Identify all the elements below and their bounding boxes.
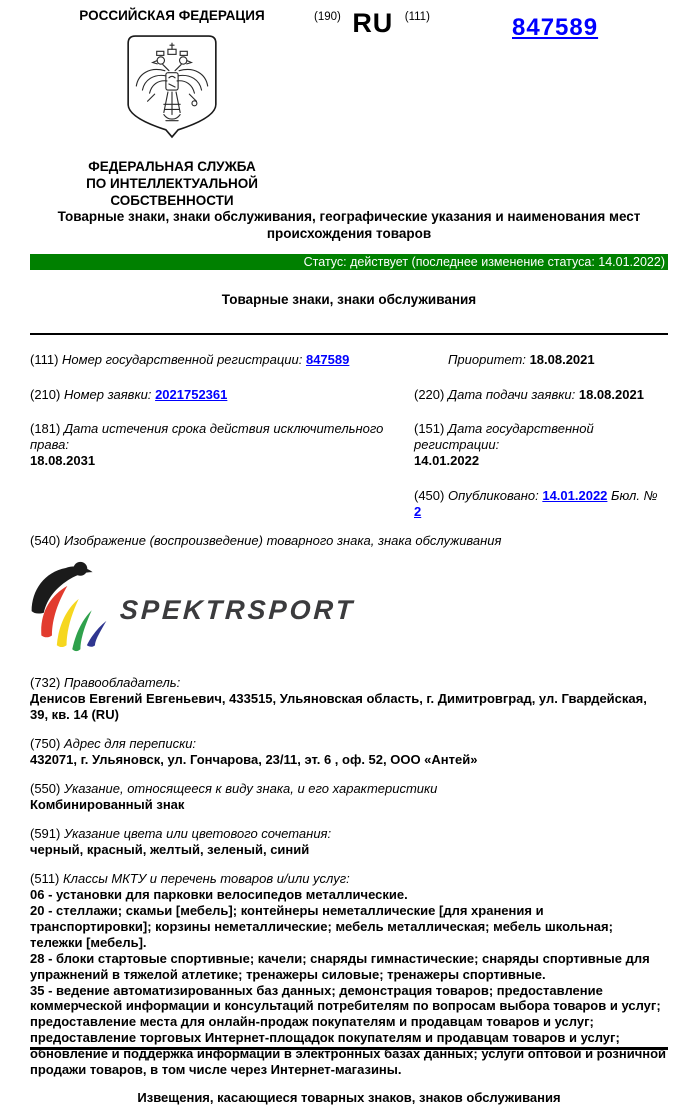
field-511-code: (511) (30, 870, 60, 886)
field-732-code: (732) (30, 674, 61, 690)
field-750 (30, 736, 668, 768)
document-type-title: Товарные знаки, знаки обслуживания, географические указания и наименования мест происхождения товаров (57, 209, 641, 241)
russia-coat-of-arms-icon (127, 35, 217, 139)
field-591-code: (591) (30, 825, 61, 841)
field-priority-value: 18.08.2021 (529, 351, 595, 367)
notices-title: Извещения, касающиеся товарных знаков, знаков обслуживания (137, 1090, 561, 1105)
field-732-value: Денисов Евгений Евгеньевич, 433515, Ульяновская область, г. Димитровград, ул. Гвардейская, 39, кв. 14 (RU) (30, 690, 647, 722)
field-priority-label: Приоритет: (448, 351, 526, 367)
coat-of-arms (30, 35, 314, 144)
field-111-label: Номер государственной регистрации: (62, 351, 303, 367)
field-750-label: Адрес для переписки: (63, 735, 197, 751)
inid-code-190: (190) (314, 11, 341, 23)
field-591-label: Указание цвета или цветового сочетания: (63, 825, 332, 841)
field-732 (30, 675, 668, 723)
field-210-label: Номер заявки: (63, 386, 152, 402)
field-591 (30, 826, 668, 858)
section-title: Товарные знаки, знаки обслуживания (221, 291, 477, 307)
field-550-value: Комбинированный знак (30, 796, 185, 812)
bottom-divider (30, 1047, 668, 1050)
nice-class-06: 06 - установки для парковки велосипедов металлические. (30, 886, 408, 902)
field-550-label: Указание, относящееся к виду знака, и его характеристики (63, 780, 438, 796)
nice-class-35: 35 - ведение автоматизированных баз данных; демонстрация товаров; предоставление коммерческой информации и консультаций потребителям по вопросам выбора товаров и услуг; предоставление места для онлайн-продаж покупателям и продавцам товаров и услуг; предоставление торговых Интернет-площадок покупателям и продавцам товаров и услуг; обновление и поддержка информации в электронных базах данных; услуги оптовой и розничной продажи товаров, в том числе через Интернет-магазины. (30, 982, 667, 1078)
field-220 (414, 387, 668, 403)
trademark-wordmark: SPEKTRSPORT (119, 594, 356, 625)
field-111 (30, 352, 414, 368)
field-111-value-link[interactable]: 847589 (305, 351, 350, 367)
header-country-code-block (314, 8, 430, 39)
field-591-value: черный, красный, желтый, зеленый, синий (30, 841, 310, 857)
field-450-bulletin-link[interactable]: 2 (414, 503, 422, 519)
field-priority (414, 352, 668, 368)
field-450 (414, 488, 668, 520)
field-750-value: 432071, г. Ульяновск, ул. Гончарова, 23/11, эт. 6 , оф. 52, ООО «Антей» (30, 751, 478, 767)
nice-class-20: 20 - стеллажи; скамьи [мебель]; контейнеры неметаллические [для хранения и транспортировки]; корзины неметаллические; мебель металлическая; мебель школьная; тележки [мебель]. (30, 902, 613, 950)
field-732-label: Правообладатель: (63, 674, 181, 690)
field-111-code: (111) (30, 351, 59, 367)
agency-line2: ПО ИНТЕЛЛЕКТУАЛЬНОЙ СОБСТВЕННОСТИ (86, 175, 258, 208)
nice-class-28: 28 - блоки стартовые спортивные; качели; снаряды гимнастические; снаряды спортивные для упражнений в тяжелой атлетике; тренажеры силовые; тренажеры спортивные. (30, 950, 650, 982)
field-220-code: (220) (414, 386, 445, 402)
field-151-label: Дата государственной регистрации: (414, 421, 594, 453)
field-550 (30, 781, 668, 813)
field-spacer (30, 488, 414, 520)
field-181-value: 18.08.2031 (30, 453, 96, 469)
field-210 (30, 387, 414, 403)
field-540 (30, 533, 668, 549)
field-750-code: (750) (30, 735, 61, 751)
field-151 (414, 421, 668, 469)
agency-title (30, 159, 314, 210)
agency-line1: ФЕДЕРАЛЬНАЯ СЛУЖБА (88, 159, 256, 174)
inid-code-111-top: (111) (404, 11, 430, 23)
field-151-code: (151) (414, 421, 445, 437)
header-reg-number-block (512, 14, 598, 42)
bibliographic-fields (30, 352, 668, 520)
field-151-value: 14.01.2022 (414, 453, 480, 469)
field-540-label: Изображение (воспроизведение) товарного знака, знака обслуживания (63, 532, 502, 548)
top-divider (30, 333, 668, 335)
trademark-image (30, 557, 668, 659)
field-220-value: 18.08.2021 (578, 386, 644, 402)
field-450-bulletin-label: Бюл. № (611, 488, 658, 504)
field-210-value-link[interactable]: 2021752361 (155, 386, 228, 402)
country-code: RU (352, 8, 394, 38)
field-550-code: (550) (30, 780, 61, 796)
field-511-label: Классы МКТУ и перечень товаров и/или услуг: (63, 870, 350, 886)
registration-number-link[interactable]: 847589 (512, 14, 599, 41)
status-bar: Статус: действует (последнее изменение статуса: 14.01.2022) (30, 254, 668, 270)
header-left-block (30, 8, 314, 210)
field-220-label: Дата подачи заявки: (447, 386, 576, 402)
field-181-label: Дата истечения срока действия исключительного права: (30, 421, 384, 453)
field-210-code: (210) (30, 386, 61, 402)
field-540-code: (540) (30, 532, 61, 548)
field-181 (30, 421, 414, 469)
field-450-code: (450) (414, 488, 445, 504)
document-header (30, 6, 668, 208)
country-title: РОССИЙСКАЯ ФЕДЕРАЦИЯ (79, 8, 265, 23)
field-450-label: Опубликовано: (447, 488, 539, 504)
spektrsport-figure-icon (30, 557, 108, 657)
field-450-date-link[interactable]: 14.01.2022 (542, 488, 608, 504)
field-181-code: (181) (30, 421, 61, 437)
